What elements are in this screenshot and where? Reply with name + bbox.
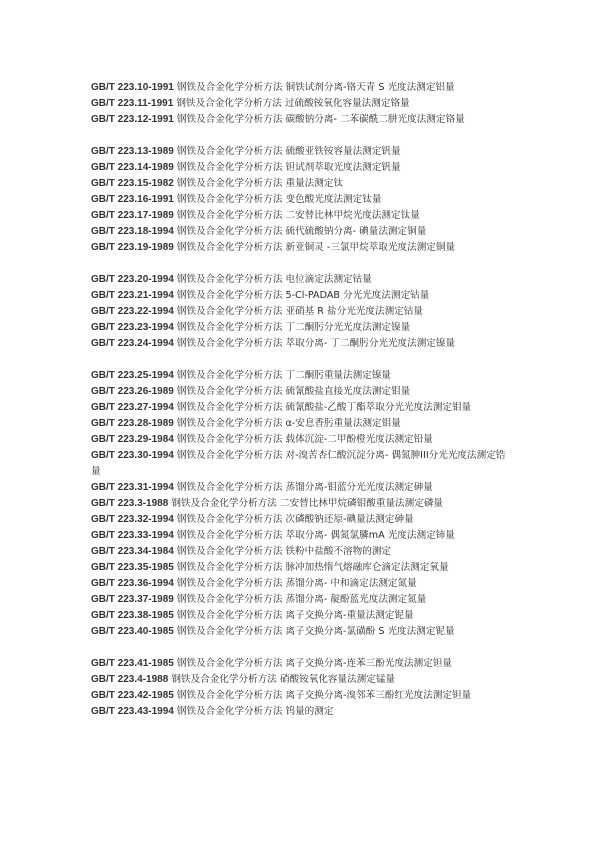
- list-item: [91, 400, 511, 416]
- standard-title: 钢铁及合金化学分析方法 α-安息香肟重量法测定钼量: [176, 418, 401, 429]
- standard-title: 钢铁及合金化学分析方法 铜铁试剂分离-铬天青 S 光度法测定铝量: [176, 82, 455, 93]
- standard-code: GB/T 223.19-1989: [91, 242, 174, 253]
- list-item: [91, 560, 511, 576]
- list-item: [91, 336, 511, 352]
- standard-title: 钢铁及合金化学分析方法 载体沉淀-二甲酚橙光度法测定铅量: [176, 434, 433, 445]
- standard-code: GB/T 223.18-1994: [91, 226, 174, 237]
- standard-title: 钢铁及合金化学分析方法 硫氰酸盐-乙酸丁酯萃取分光光度法测定钼量: [176, 402, 472, 413]
- standard-code: GB/T 223.15-1982: [91, 178, 174, 189]
- list-item: [91, 160, 511, 176]
- standard-code: GB/T 223.40-1985: [91, 626, 174, 637]
- standard-code: GB/T 223.41-1985: [91, 658, 174, 669]
- standard-title: 钢铁及合金化学分析方法 次磷酸钠还原-碘量法测定砷量: [176, 514, 414, 525]
- list-item: [91, 672, 511, 688]
- standard-title: 钢铁及合金化学分析方法 亚硝基 R 盐分光光度法测定钴量: [176, 306, 423, 317]
- standard-title: 钢铁及合金化学分析方法 钽试剂萃取光度法测定钒量: [176, 162, 401, 173]
- list-item: [91, 592, 511, 608]
- standard-code: GB/T 223.11-1991: [91, 98, 174, 109]
- standard-code: GB/T 223.35-1985: [91, 562, 174, 573]
- standard-code: GB/T 223.38-1985: [91, 610, 174, 621]
- list-item: [91, 624, 511, 640]
- list-item: [91, 544, 511, 560]
- list-item: [91, 96, 511, 112]
- standard-title: 钢铁及合金化学分析方法 离子交换分离-氯磺酚 S 光度法测定铌量: [176, 626, 455, 637]
- standard-title: 钢铁及合金化学分析方法 离子交换分离-连苯三酚光度法测定钽量: [176, 658, 453, 669]
- standard-title: 钢铁及合金化学分析方法 硫氰酸盐直接光度法测定钼量: [176, 386, 411, 397]
- standard-code: GB/T 223.17-1989: [91, 210, 174, 221]
- list-item: [91, 272, 511, 288]
- standard-title: 钢铁及合金化学分析方法 电位滴定法测定钴量: [176, 274, 372, 285]
- standard-title: 钢铁及合金化学分析方法 碳酸钠分离- 二苯碳酰二肼光度法测定铬量: [176, 114, 465, 125]
- standard-title: 钢铁及合金化学分析方法 对-溴苦杏仁酸沉淀分离- 偶氮胂III分光光度法测定锆量: [91, 450, 506, 477]
- standard-title: 钢铁及合金化学分析方法 硫酸亚铁铵容量法测定钒量: [176, 146, 401, 157]
- standard-code: GB/T 223.10-1991: [91, 82, 174, 93]
- list-item: [91, 656, 511, 672]
- standard-code: GB/T 223.13-1989: [91, 146, 174, 157]
- list-item: [91, 192, 511, 208]
- standard-code: GB/T 223.36-1994: [91, 578, 174, 589]
- standard-title: 钢铁及合金化学分析方法 硫代硫酸钠分离- 碘量法测定铜量: [176, 226, 427, 237]
- standard-code: GB/T 223.20-1994: [91, 274, 174, 285]
- standard-code: GB/T 223.3-1988: [91, 498, 169, 509]
- list-item: [91, 288, 511, 304]
- list-item: [91, 224, 511, 240]
- standard-code: GB/T 223.29-1984: [91, 434, 174, 445]
- list-item: [91, 576, 511, 592]
- standard-title: 钢铁及合金化学分析方法 萃取分离- 偶氮氯膦mA 光度法测定铈量: [176, 530, 455, 541]
- group-spacer: [91, 352, 511, 368]
- standard-code: GB/T 223.33-1994: [91, 530, 174, 541]
- list-item: [91, 512, 511, 528]
- standard-code: GB/T 223.25-1994: [91, 370, 174, 381]
- standard-title: 钢铁及合金化学分析方法 硝酸铵氧化容量法测定锰量: [171, 674, 396, 685]
- list-item: [91, 112, 511, 128]
- standard-title: 钢铁及合金化学分析方法 钨量的测定: [176, 706, 334, 717]
- group-spacer: [91, 128, 511, 144]
- group-1: [91, 80, 511, 128]
- standard-code: GB/T 223.24-1994: [91, 338, 174, 349]
- standard-code: GB/T 223.12-1991: [91, 114, 174, 125]
- group-2: [91, 144, 511, 256]
- group-spacer: [91, 640, 511, 656]
- standard-title: 钢铁及合金化学分析方法 铁粉中盐酸不溶物的测定: [176, 546, 392, 557]
- list-item: [91, 144, 511, 160]
- standard-code: GB/T 223.43-1994: [91, 706, 174, 717]
- standard-code: GB/T 223.23-1994: [91, 322, 174, 333]
- standard-title: 钢铁及合金化学分析方法 蒸馏分离- 靛酚蓝光度法测定氮量: [176, 594, 427, 605]
- list-item: [91, 240, 511, 256]
- standard-code: GB/T 223.42-1985: [91, 690, 174, 701]
- standard-title: 钢铁及合金化学分析方法 萃取分离- 丁二酮肟分光光度法测定镍量: [176, 338, 456, 349]
- list-item: [91, 688, 511, 704]
- list-item: [91, 608, 511, 624]
- list-item: [91, 320, 511, 336]
- list-item: [91, 480, 511, 496]
- list-item: [91, 496, 511, 512]
- list-item: [91, 528, 511, 544]
- list-item: [91, 448, 511, 480]
- group-5: [91, 656, 511, 720]
- standard-title: 钢铁及合金化学分析方法 5-Cl-PADAB 分光光度法测定钴量: [176, 290, 430, 301]
- standard-title: 钢铁及合金化学分析方法 蒸馏分离-钼蓝分光光度法测定砷量: [176, 482, 433, 493]
- list-item: [91, 384, 511, 400]
- standard-code: GB/T 223.22-1994: [91, 306, 174, 317]
- standard-code: GB/T 223.16-1991: [91, 194, 174, 205]
- list-item: [91, 208, 511, 224]
- list-item: [91, 416, 511, 432]
- standard-code: GB/T 223.28-1989: [91, 418, 174, 429]
- standard-code: GB/T 223.37-1989: [91, 594, 174, 605]
- standard-title: 钢铁及合金化学分析方法 过硫酸铵氧化容量法测定铬量: [176, 98, 410, 109]
- standard-title: 钢铁及合金化学分析方法 重量法测定钛: [176, 178, 344, 189]
- standard-title: 钢铁及合金化学分析方法 新亚铜灵 -三氯甲烷萃取光度法测定铜量: [176, 242, 456, 253]
- list-item: [91, 176, 511, 192]
- standard-title: 钢铁及合金化学分析方法 脉冲加热惰气熔融库仑滴定法测定氧量: [176, 562, 449, 573]
- standard-code: GB/T 223.21-1994: [91, 290, 174, 301]
- group-4: [91, 368, 511, 640]
- standard-title: 钢铁及合金化学分析方法 丁二酮肟重量法测定镍量: [176, 370, 392, 381]
- standard-code: GB/T 223.30-1994: [91, 450, 174, 461]
- standard-code: GB/T 223.34-1984: [91, 546, 174, 557]
- list-item: [91, 368, 511, 384]
- standard-code: GB/T 223.4-1988: [91, 674, 169, 685]
- standard-code: GB/T 223.27-1994: [91, 402, 174, 413]
- standard-title: 钢铁及合金化学分析方法 离子交换分离-重量法测定铌量: [176, 610, 414, 621]
- standard-code: GB/T 223.32-1994: [91, 514, 174, 525]
- standard-title: 钢铁及合金化学分析方法 二安替比林甲烷磷钼酸重量法测定磷量: [171, 498, 444, 509]
- standard-title: 钢铁及合金化学分析方法 蒸馏分离- 中和滴定法测定氮量: [176, 578, 417, 589]
- standard-title: 钢铁及合金化学分析方法 变色酸光度法测定钛量: [176, 194, 382, 205]
- list-item: [91, 304, 511, 320]
- standard-title: 钢铁及合金化学分析方法 二安替比林甲烷光度法测定钛量: [176, 210, 420, 221]
- list-item: [91, 80, 511, 96]
- standard-code: GB/T 223.14-1989: [91, 162, 174, 173]
- standard-code: GB/T 223.26-1989: [91, 386, 174, 397]
- standards-list: [91, 80, 511, 720]
- standard-code: GB/T 223.31-1994: [91, 482, 174, 493]
- standard-title: 钢铁及合金化学分析方法 丁二酮肟分光光度法测定镍量: [176, 322, 411, 333]
- list-item: [91, 704, 511, 720]
- standard-title: 钢铁及合金化学分析方法 离子交换分离-溴邻苯三酚红光度法测定钽量: [176, 690, 472, 701]
- list-item: [91, 432, 511, 448]
- group-spacer: [91, 256, 511, 272]
- group-3: [91, 272, 511, 352]
